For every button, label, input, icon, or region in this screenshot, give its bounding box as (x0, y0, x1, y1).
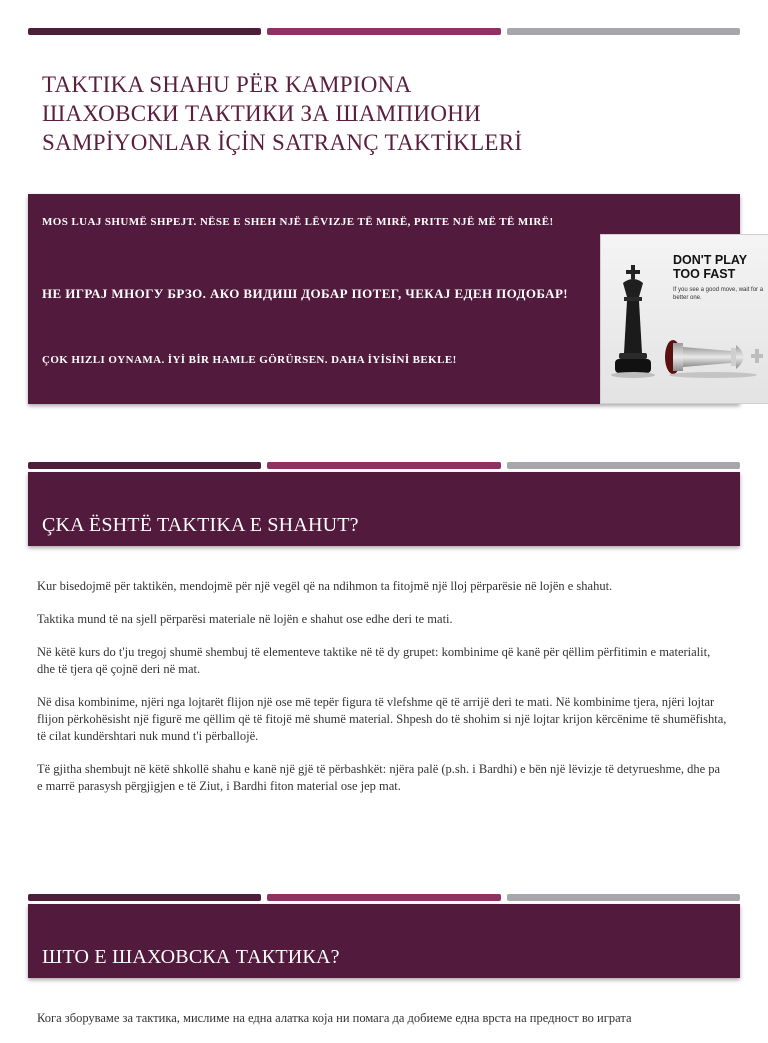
page-title (42, 70, 732, 157)
title-line-albanian: TAKTIKA SHAHU PËR KAMPIONA (42, 72, 412, 97)
title-line-turkish: SAMPİYONLAR İÇİN SATRANÇ TAKTİKLERİ (42, 130, 523, 155)
hero-line-turkish: ÇOK HIZLI OYNAMA. İYİ BİR HAMLE GÖRÜRSEN. DAHA İYİSİNİ BEKLE! (42, 354, 457, 366)
top-divider-bars (28, 28, 740, 35)
promo-heading-line2: TOO FAST (673, 267, 736, 281)
divider-bar-grey (507, 894, 740, 901)
section1-paragraph: Në disa kombinime, njëri nga lojtarët flijon një ose më tepër figura të vlefshme që të arrijë deri te mati. Në kombinime tjera, njëri lojtar flijon përkohësisht një figurë me qëllim që të fitojë më shumë material. Shpesh do të shohim si një lojtar krijon kërcënime të shumëfishta, të cilat kundërshtari nuk mund t'i përballojë. (37, 695, 727, 743)
section1-header (28, 472, 740, 546)
divider-bar-mid (267, 894, 500, 901)
hero-line-albanian: MOS LUAJ SHUMË SHPEJT. NËSE E SHEH NJË LËVIZJE TË MIRË, PRITE NJË MË TË MIRË! (42, 216, 554, 228)
divider-bar-grey (507, 28, 740, 35)
section2-header (28, 904, 740, 978)
section2-divider-bars (28, 894, 740, 901)
title-line-macedonian: ШАХОВСКИ ТАКТИКИ ЗА ШАМПИОНИ (42, 101, 482, 126)
divider-bar-dark (28, 894, 261, 901)
promo-heading (673, 253, 747, 281)
divider-bar-dark (28, 462, 261, 469)
section1-paragraph: Në këtë kurs do t'ju tregoj shumë shembuj të elementeve taktike në të dy grupet: kombinime që kanë për qëllim përfitimin e materialit, dhe të tjera që çojnë deri në mat. (37, 645, 711, 676)
section1-paragraph: Të gjitha shembujt në këtë shkollë shahu e kanë një gjë të përbashkët: njëra palë (p.sh. i Bardhi) e bën një lëvizje të detyrueshme, dhe pa e marrë parasysh përgjigjen e të Ziut, i Bardhi fiton material ose jep mat. (37, 762, 721, 793)
section1-divider-bars (28, 462, 740, 469)
section2-paragraph: Кога зборуваме за тактика, мислиме на една алатка која ни помага да добиеме една врста на предност во играта (37, 1011, 632, 1025)
section1-paragraph: Taktika mund të na sjell përparësi materiale në lojën e shahut ose edhe deri te mati. (37, 612, 453, 626)
black-king-icon (611, 265, 655, 378)
section1-paragraph: Kur bisedojmë për taktikën, mendojmë për një vegël që na ndihmon ta fitojmë një lloj përparësie në lojën e shahut. (37, 579, 613, 593)
promo-heading-line1: DON'T PLAY (673, 253, 748, 267)
hero-line-macedonian: НЕ ИГРАЈ МНОГУ БРЗО. АКО ВИДИШ ДОБАР ПОТЕГ, ЧЕКАЈ ЕДЕН ПОДОБАР! (42, 286, 569, 301)
section1-heading: ÇKA ËSHTË TAKTIKA E SHAHUT? (42, 514, 359, 536)
promo-image (600, 234, 768, 404)
divider-bar-mid (267, 462, 500, 469)
section2-body (37, 1010, 727, 1043)
promo-subtext: If you see a good move, wait for a better one. (673, 287, 764, 301)
divider-bar-grey (507, 462, 740, 469)
section1-body (37, 578, 727, 811)
fallen-king-icon (665, 340, 763, 378)
divider-bar-mid (267, 28, 500, 35)
divider-bar-dark (28, 28, 261, 35)
section2-heading: ШТО Е ШАХОВСКА ТАКТИКА? (42, 946, 340, 968)
